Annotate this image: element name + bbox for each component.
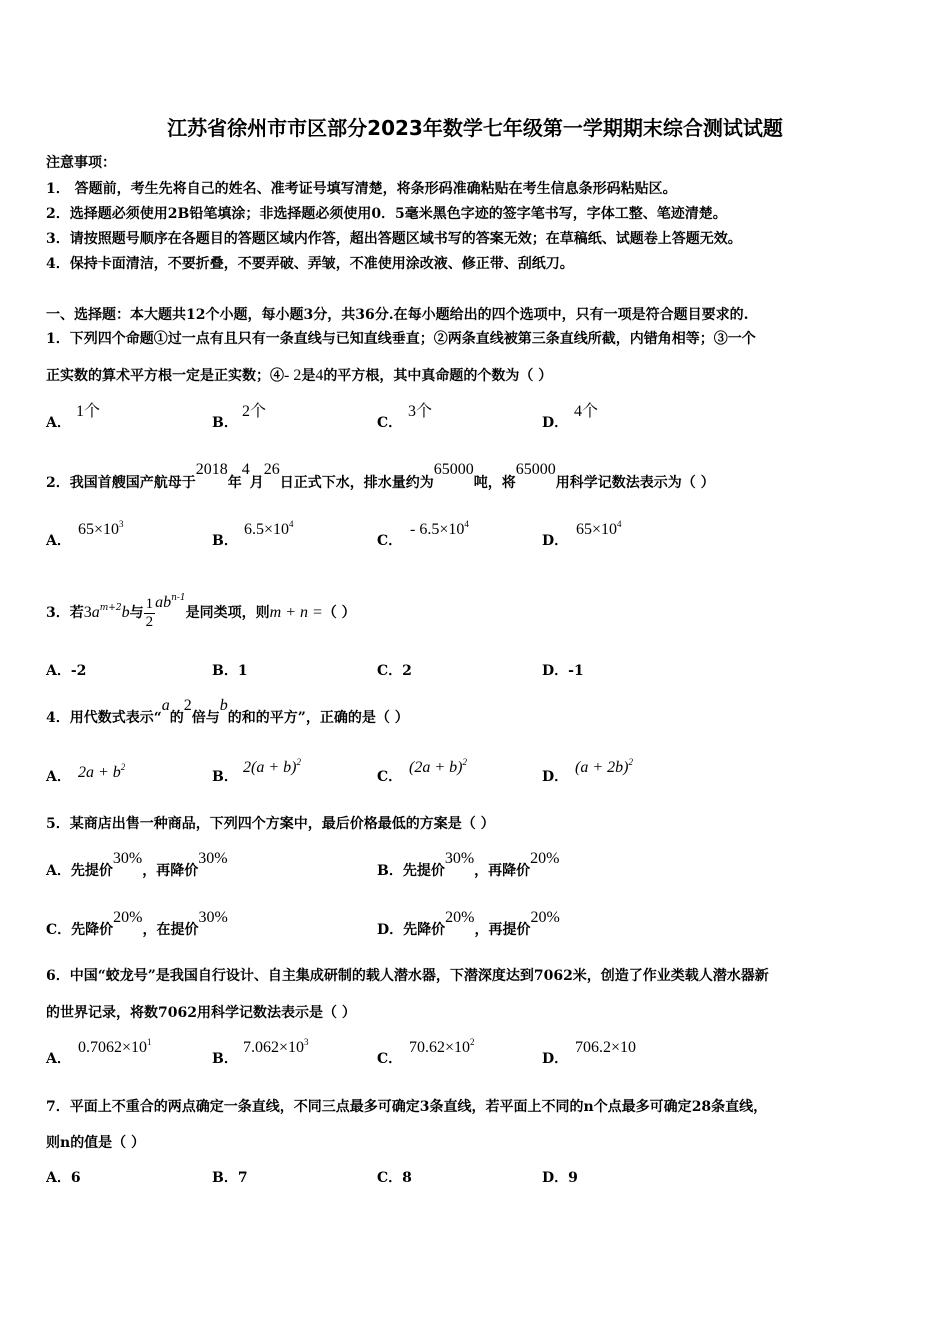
q1-option-a-label: A． (46, 415, 71, 431)
q1-option-a: 1个 (76, 403, 101, 420)
q2-option-a-label: A． (46, 533, 71, 549)
q6-stem-line2: 的世界记录，将数7062用科学记数法表示是（ ） (46, 1005, 356, 1021)
q2-stem: 2．我国首艘国产航母于2018年4月26日正式下水，排水量约为65000吨，将65000用科学记数法表示为（ ） (46, 461, 715, 491)
q7-stem-line1: 7．平面上不重合的两点确定一条直线，不同三点最多可确定3条直线，若平面上不同的n个点最多可确定28条直线， (46, 1099, 768, 1115)
q2-option-c: - $6.5\times 10^4$ (410, 519, 469, 538)
q6-stem-line1: 6．中国“蛟龙号”是我国自行设计、自主集成研制的载人潜水器，下潜深度达到7062米，创造了作业类载人潜水器新 (46, 968, 769, 984)
note-item: 1． 答题前，考生先将自己的姓名、准考证号填写清楚，将条形码准确粘贴在考生信息条形码粘贴区。 (46, 181, 677, 197)
q3-option-a: A．-2 (46, 663, 87, 679)
q4-option-d-label: D． (542, 769, 569, 785)
q4-option-c-label: C． (377, 769, 403, 785)
q6-option-d: 706.2×10 (575, 1039, 637, 1056)
q5-option-b: B．先提价30%，再降价20% (377, 850, 560, 879)
q2-option-c-label: C． (377, 533, 403, 549)
note-item: 4．保持卡面清洁，不要折叠，不要弄破、弄皱，不准使用涂改液、修正带、刮纸刀。 (46, 256, 574, 272)
q5-stem: 5．某商店出售一种商品，下列四个方案中，最后价格最低的方案是（ ） (46, 816, 495, 832)
q6-option-d-label: D． (542, 1051, 569, 1067)
q3-option-b: B．1 (212, 663, 248, 679)
q6-option-b-label: B． (212, 1051, 238, 1067)
q5-option-a: A．先提价30%，再降价30% (46, 850, 228, 879)
q1-option-b: 2个 (242, 403, 267, 420)
note-item: 3．请按照题号顺序在各题目的答题区域内作答，超出答题区域书写的答案无效；在草稿纸、试题卷上答题无效。 (46, 231, 742, 247)
q1-stem-line2: 正实数的算术平方根一定是正实数；④- 2是4的平方根，其中真命题的个数为（ ） (46, 367, 553, 384)
q4-option-c: $(2a + b)^2$ (409, 757, 467, 776)
q1-option-c: 3个 (408, 403, 433, 420)
note-item: 2．选择题必须使用2B铅笔填涂；非选择题必须使用0．5毫米黑色字迹的签字笔书写，字体工整、笔迹清楚。 (46, 206, 727, 222)
q6-option-a: $0.7062\times 10^1$ (78, 1037, 152, 1056)
q3-option-c: C．2 (377, 663, 412, 679)
q2-option-a: $65\times 10^3$ (78, 519, 124, 538)
q7-option-c: C．8 (377, 1170, 412, 1186)
q1-option-d-label: D． (542, 415, 569, 431)
q5-option-d: D．先降价20%，再提价20% (377, 909, 560, 938)
q4-option-a-label: A． (46, 769, 71, 785)
notes-heading: 注意事项： (46, 155, 116, 171)
q2-option-d-label: D． (542, 533, 569, 549)
q4-stem: 4．用代数式表示“a的2倍与b的和的平方”，正确的是（ ） (46, 697, 409, 726)
q6-option-c: $70.62\times 10^2$ (409, 1037, 475, 1056)
q2-option-d: $65\times 10^4$ (576, 519, 622, 538)
q1-option-c-label: C． (377, 415, 403, 431)
q1-option-b-label: B． (212, 415, 238, 431)
q6-option-b: $7.062\times 10^3$ (243, 1037, 309, 1056)
q7-option-a: A．6 (46, 1170, 81, 1186)
page-title: 江苏省徐州市市区部分2023年数学七年级第一学期期末综合测试试题 (167, 116, 783, 140)
section-heading: 一、选择题：本大题共12个小题，每小题3分，共36分.在每小题给出的四个选项中，只有一项是符合题目要求的. (46, 307, 749, 323)
q2-option-b: $6.5\times 10^4$ (244, 519, 294, 538)
fraction-one-half: $\frac{1}{2}$ (145, 595, 154, 630)
q4-option-b: $2(a + b)^2$ (243, 757, 301, 776)
q3-stem: 3．若$3a^{m+2}b$与 $\frac{1}{2}$ $ab^{n-1}$是同类项，则m + n =（ ） (46, 593, 356, 630)
q5-option-c: C．先降价20%，在提价30% (46, 909, 228, 938)
q1-stem-line1: 1．下列四个命题①过一点有且只有一条直线与已知直线垂直；②两条直线被第三条直线所截，内错角相等；③一个 (46, 331, 756, 347)
q7-option-b: B．7 (212, 1170, 248, 1186)
q3-option-d: D．-1 (542, 663, 584, 679)
q7-option-d: D．9 (542, 1170, 578, 1186)
q7-stem-line2: 则n的值是（ ） (46, 1135, 146, 1151)
q4-option-d: $(a + 2b)^2$ (575, 757, 633, 776)
q6-option-a-label: A． (46, 1051, 71, 1067)
q1-option-d: 4个 (574, 403, 599, 420)
q4-option-a: $2a + b^2$ (78, 762, 126, 781)
q4-option-b-label: B． (212, 769, 238, 785)
q6-option-c-label: C． (377, 1051, 403, 1067)
q2-option-b-label: B． (212, 533, 238, 549)
